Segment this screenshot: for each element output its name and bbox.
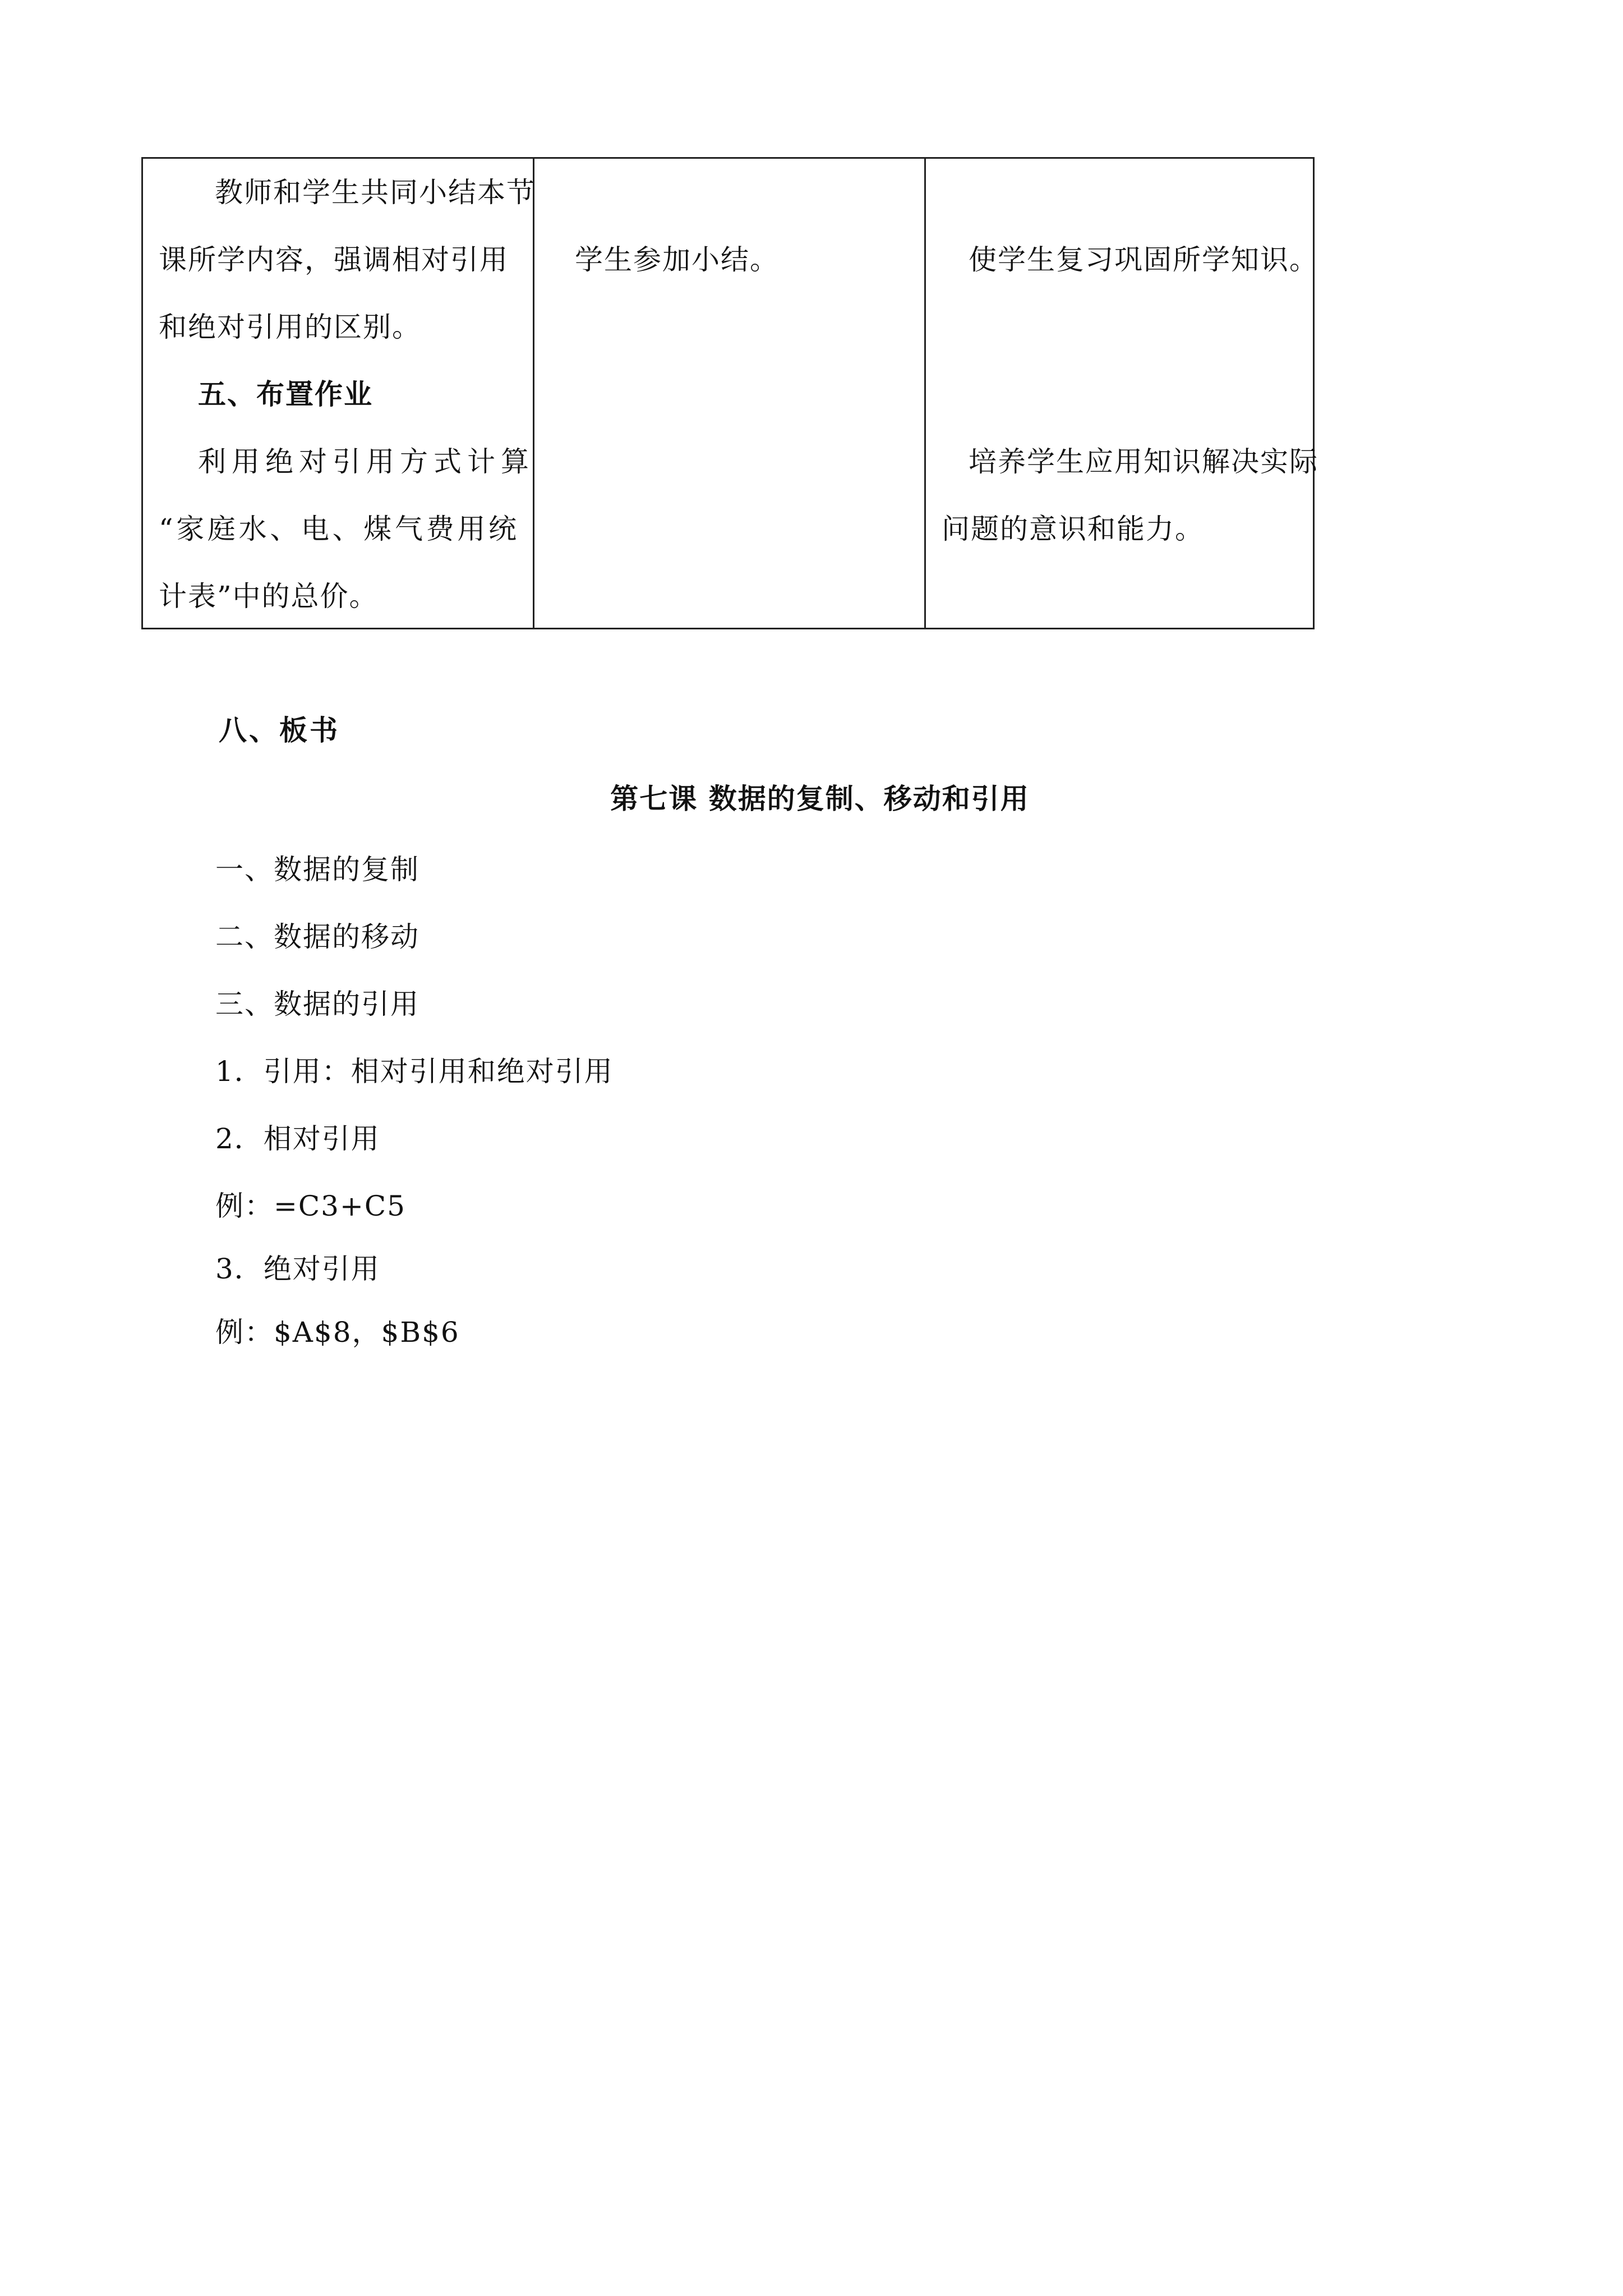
summary-line: 课所学内容，强调相对引用 — [159, 243, 509, 276]
board-item: 例：=C3+C5 — [215, 1190, 406, 1222]
board-item: 一、数据的复制 — [215, 853, 419, 886]
teacher-activity-cell — [143, 159, 534, 628]
purpose-line: 培养学生应用知识解决实际 — [969, 445, 1318, 478]
board-item: 2．相对引用 — [215, 1122, 380, 1155]
purpose-line: 使学生复习巩固所学知识。 — [969, 243, 1318, 276]
purpose-text-1 — [969, 226, 1318, 293]
lesson-plan-table — [141, 157, 1318, 629]
board-item: 例：$A$8，$B$6 — [215, 1316, 460, 1349]
design-purpose-cell — [926, 159, 1318, 628]
student-activity-line: 学生参加小结。 — [575, 243, 779, 276]
board-outline — [215, 836, 614, 1366]
purpose-line: 问题的意识和能力。 — [942, 513, 1204, 545]
homework-line: 计表”中的总价。 — [159, 580, 379, 613]
board-item: 三、数据的引用 — [215, 988, 419, 1020]
homework-line: “家庭水、电、煤气费用统 — [159, 513, 518, 545]
summary-line: 教师和学生共同小结本节 — [215, 176, 536, 209]
homework-heading: 五、布置作业 — [198, 378, 373, 411]
student-activity-text — [575, 226, 779, 293]
board-item: 1．引用：相对引用和绝对引用 — [215, 1055, 614, 1088]
board-title: 第七课 数据的复制、移动和引用 — [610, 782, 1030, 815]
board-item: 二、数据的移动 — [215, 921, 419, 953]
summary-line: 和绝对引用的区别。 — [159, 311, 421, 343]
board-section-heading: 八、板书 — [219, 714, 340, 747]
summary-text — [159, 159, 536, 630]
student-activity-cell — [534, 159, 926, 628]
purpose-text-2 — [942, 428, 1318, 563]
homework-line: 利用绝对引用方式计算 — [198, 445, 534, 478]
board-item: 3．绝对引用 — [215, 1253, 380, 1285]
